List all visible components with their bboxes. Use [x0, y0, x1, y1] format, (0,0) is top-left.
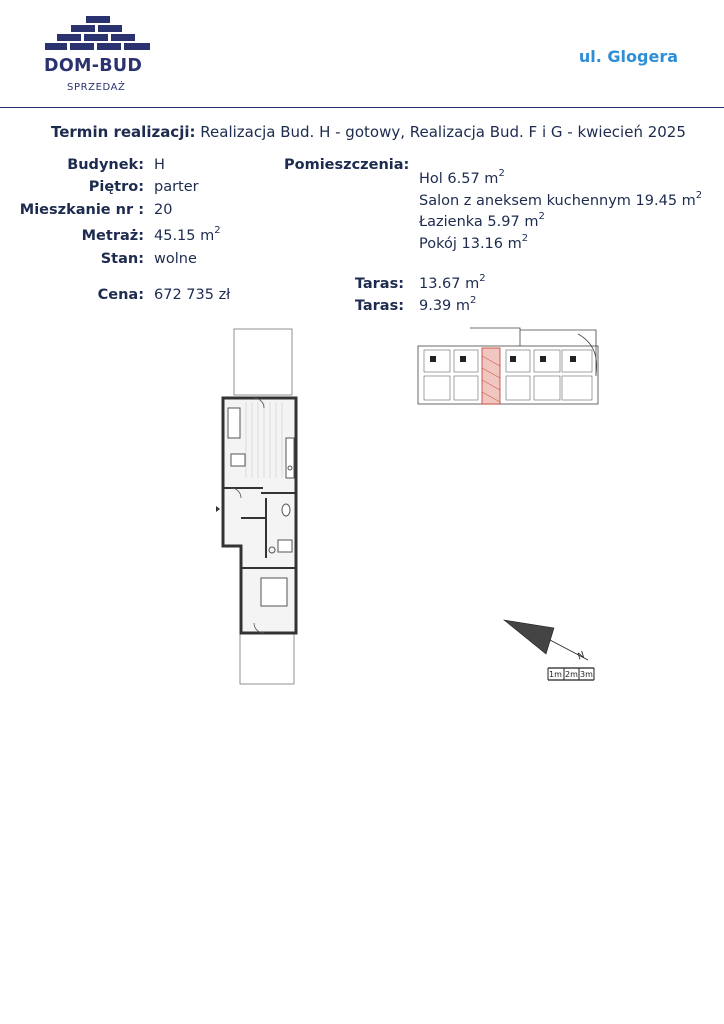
compass-icon [500, 612, 600, 686]
building-label: Budynek: [67, 157, 144, 173]
room-item: Salon z aneksem kuchennym 19.45 $m^2$ [419, 190, 703, 209]
compass [500, 612, 600, 686]
terrace-value: 9.39 $m^2$ [419, 295, 477, 314]
rooms-label: Pomieszczenia: [284, 157, 410, 173]
scale-label: 2m [565, 670, 578, 679]
building-value: H [154, 157, 165, 173]
floor-value: parter [154, 179, 199, 195]
completion-label: Termin realizacji: [51, 123, 196, 141]
price-value: 672 735 zł [154, 287, 231, 303]
street-name: ul. Glogera [578, 47, 678, 66]
room-item: Pokój 13.16 $m^2$ [419, 233, 529, 252]
area-value: 45.15 $m^2$ [154, 225, 221, 244]
price-label: Cena: [97, 287, 144, 303]
scale-label: 1m [549, 670, 562, 679]
room-item: Łazienka 5.97 $m^2$ [419, 211, 545, 230]
room-item: Hol 6.57 $m^2$ [419, 168, 505, 187]
apartment-value: 20 [154, 202, 173, 218]
header-divider [0, 107, 724, 108]
floor-label: Piętro: [88, 179, 144, 195]
logo-subtitle: SPRZEDAŻ [67, 82, 126, 93]
building-key-map-icon [410, 326, 606, 416]
area-label: Metraż: [81, 228, 144, 244]
logo-text: DOM-BUD [44, 56, 143, 76]
logo [40, 14, 156, 94]
scale-label: 3m [580, 670, 593, 679]
status-value: wolne [154, 251, 197, 267]
apartment-label: Mieszkanie nr : [19, 202, 144, 218]
terrace-label: Taras: [354, 276, 404, 292]
floor-plan-icon [206, 328, 310, 690]
completion-date [51, 123, 686, 141]
completion-value: Realizacja Bud. H - gotowy, Realizacja Bud. F i G - kwiecień 2025 [200, 123, 686, 141]
terrace-label: Taras: [354, 298, 404, 314]
status-label: Stan: [100, 251, 144, 267]
terrace-value: 13.67 $m^2$ [419, 273, 486, 292]
north-label: N [576, 650, 587, 663]
brick-logo-icon [40, 14, 156, 58]
